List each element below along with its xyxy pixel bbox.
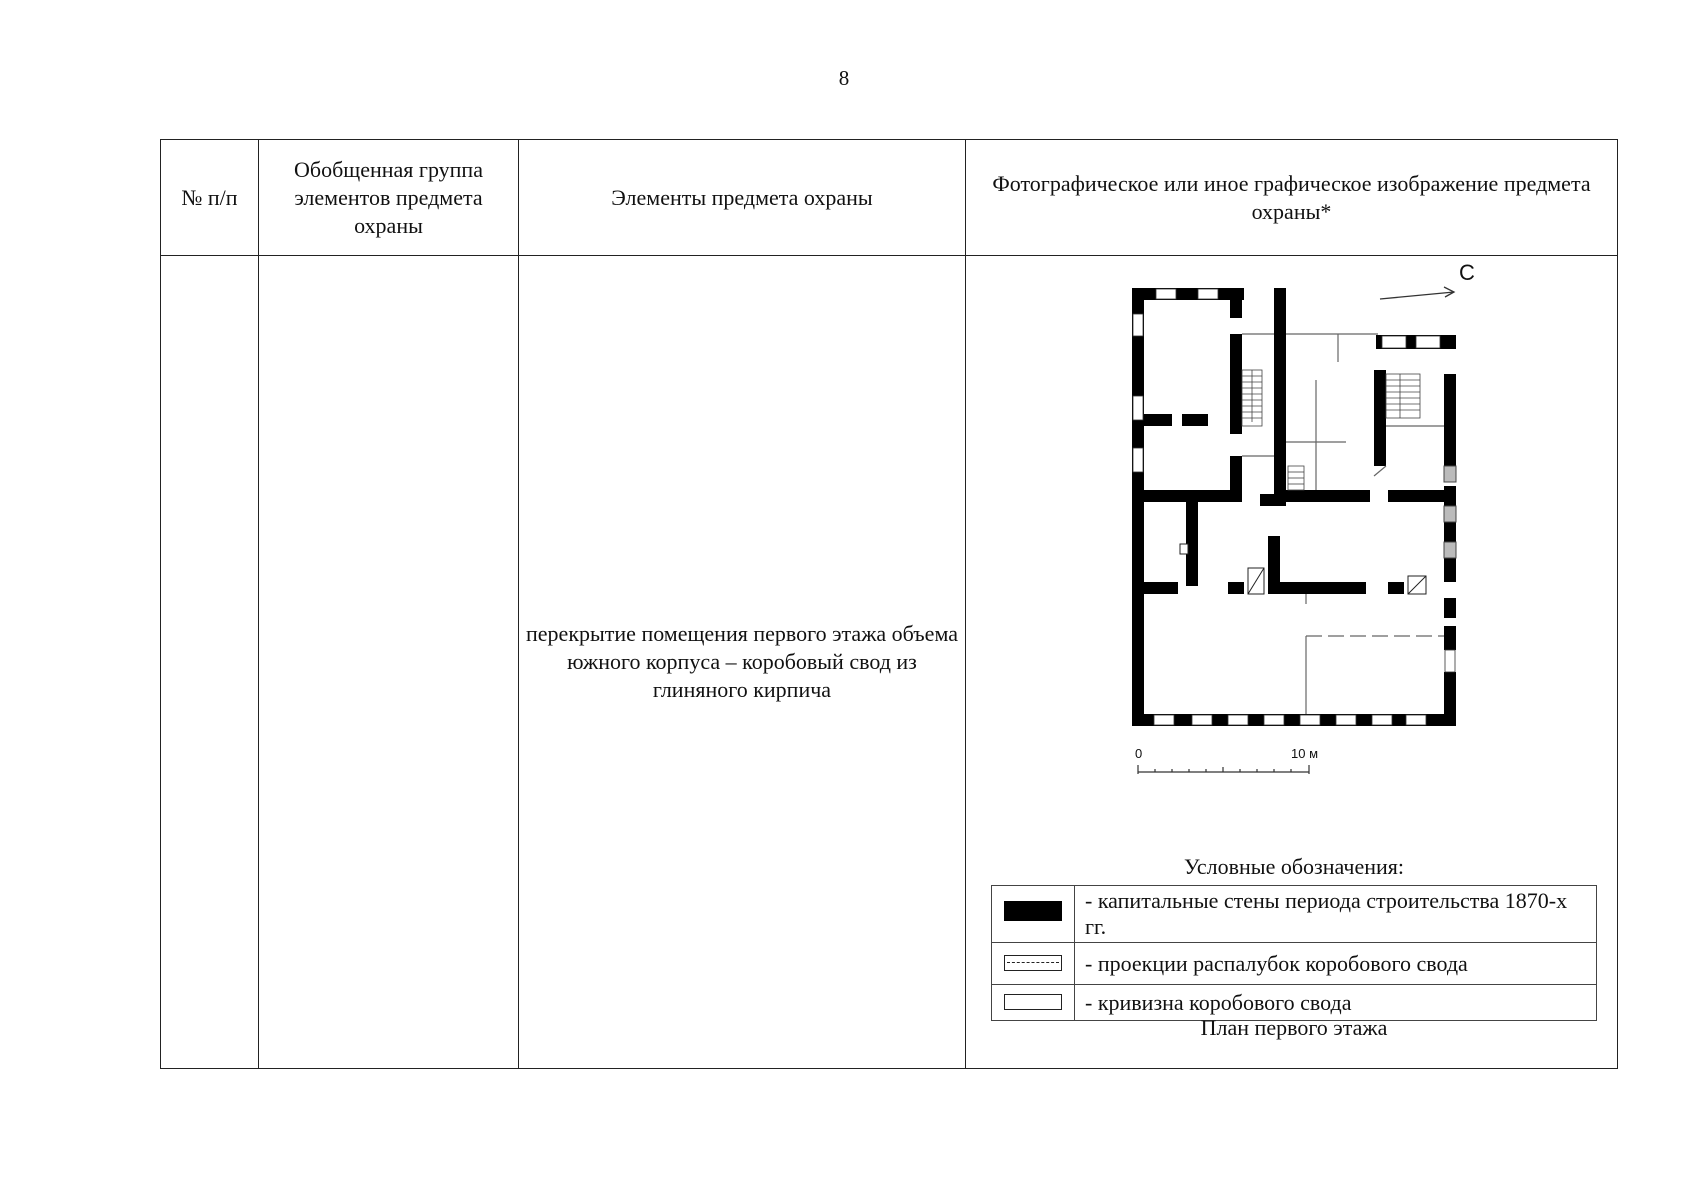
partitions (1242, 334, 1444, 714)
dashed-rect-icon (1004, 955, 1062, 971)
infill-hatching (1444, 466, 1456, 558)
header-elements (519, 140, 966, 256)
header-number: № п/п (161, 140, 259, 256)
floor-plan (976, 262, 1616, 792)
legend-symbol (992, 943, 1075, 985)
header-group: Обобщенная группа элементов предмета охраны (259, 140, 519, 256)
legend-text: - кривизна коробового свода (1075, 985, 1597, 1021)
plain-rect-icon (1004, 994, 1062, 1010)
solid-wall-icon (1004, 901, 1062, 921)
plan-caption: План первого этажа (1200, 1015, 1388, 1040)
legend-text: - капитальные стены периода строительства 1870-х гг. (1075, 886, 1597, 943)
protection-subject-table (160, 139, 1618, 1069)
cell-elements: перекрытие помещения первого этажа объема южного корпуса – коробовый свод из глиняного кирпича (519, 256, 966, 1069)
header-elements-label: Элементы предмета охраны (611, 184, 873, 210)
legend-text: - проекции распалубок коробового свода (1075, 943, 1597, 985)
scale-start-label: 0 (1135, 746, 1143, 761)
scale-bar (1138, 765, 1309, 774)
staircase-right (1386, 374, 1420, 418)
cell-image (966, 256, 1618, 1069)
page-number: 8 (838, 66, 850, 90)
legend-table (991, 885, 1597, 1021)
staircase-center (1288, 466, 1304, 490)
cell-number (161, 256, 259, 1069)
north-arrow (1380, 262, 1475, 299)
north-label: С (1459, 262, 1475, 285)
scale-end-label: 10 м (1291, 746, 1319, 761)
staircase-left (1242, 370, 1262, 426)
window-openings (1133, 289, 1455, 725)
legend-title: Условные обозначения: (1183, 854, 1405, 879)
legend-row (992, 943, 1597, 985)
legend-symbol (992, 886, 1075, 943)
table-header-row (161, 140, 1618, 256)
table-row (161, 256, 1618, 1069)
capital-walls (1132, 288, 1456, 726)
header-image: Фотографическое или иное графическое изображение предмета охраны* (966, 140, 1618, 256)
cell-group (259, 256, 519, 1069)
legend-row (992, 886, 1597, 943)
